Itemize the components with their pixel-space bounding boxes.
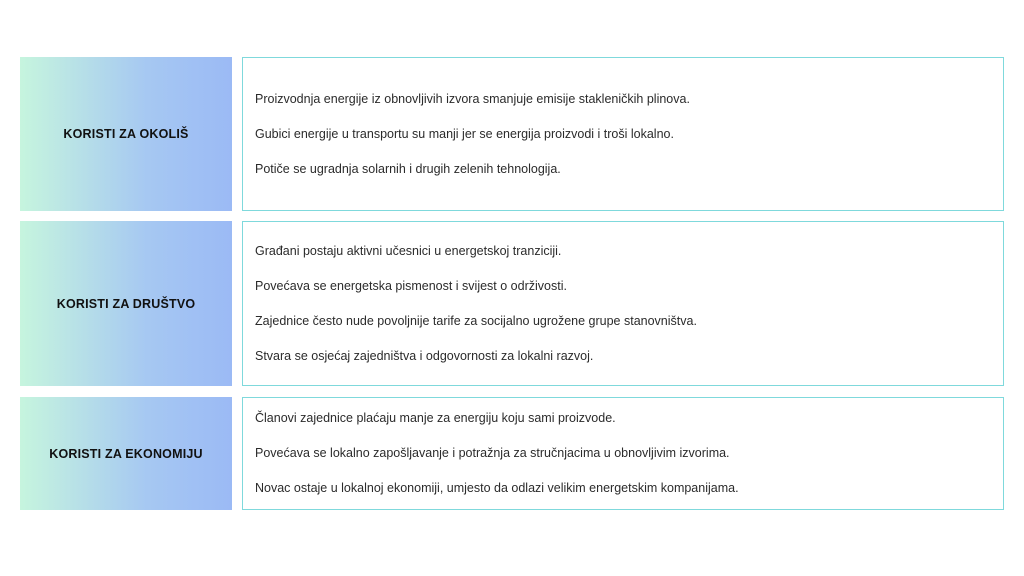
list-item: Potiče se ugradnja solarnih i drugih zelenih tehnologija. — [255, 161, 561, 176]
section-society — [20, 221, 1004, 386]
section-content-box — [242, 221, 1004, 386]
list-item: Građani postaju aktivni učesnici u energetskoj tranziciji. — [255, 243, 562, 258]
list-item: Članovi zajednice plaćaju manje za energiju koju sami proizvode. — [255, 411, 616, 425]
list-item: Povećava se energetska pismenost i svijest o održivosti. — [255, 278, 567, 293]
section-environment — [20, 57, 1004, 211]
section-label-box — [20, 57, 232, 211]
section-label-box — [20, 397, 232, 510]
section-label-box — [20, 221, 232, 386]
section-title: KORISTI ZA DRUŠTVO — [56, 296, 196, 311]
section-title: KORISTI ZA OKOLIŠ — [63, 127, 189, 141]
list-item: Proizvodnja energije iz obnovljivih izvora smanjuje emisije stakleničkih plinova. — [255, 91, 690, 106]
section-title: KORISTI ZA EKONOMIJU — [49, 446, 203, 461]
section-economy — [20, 397, 1004, 510]
section-content-box — [242, 397, 1004, 510]
list-item: Gubici energije u transportu su manji jer se energija proizvodi i troši lokalno. — [255, 126, 674, 141]
list-item: Novac ostaje u lokalnoj ekonomiji, umjesto da odlazi velikim energetskim kompanijama. — [255, 481, 739, 495]
list-item: Zajednice često nude povoljnije tarife za socijalno ugrožene grupe stanovništva. — [255, 313, 697, 328]
section-content-box — [242, 57, 1004, 211]
list-item: Povećava se lokalno zapošljavanje i potražnja za stručnjacima u obnovljivim izvorima. — [255, 446, 730, 460]
list-item: Stvara se osjećaj zajedništva i odgovornosti za lokalni razvoj. — [255, 348, 594, 363]
